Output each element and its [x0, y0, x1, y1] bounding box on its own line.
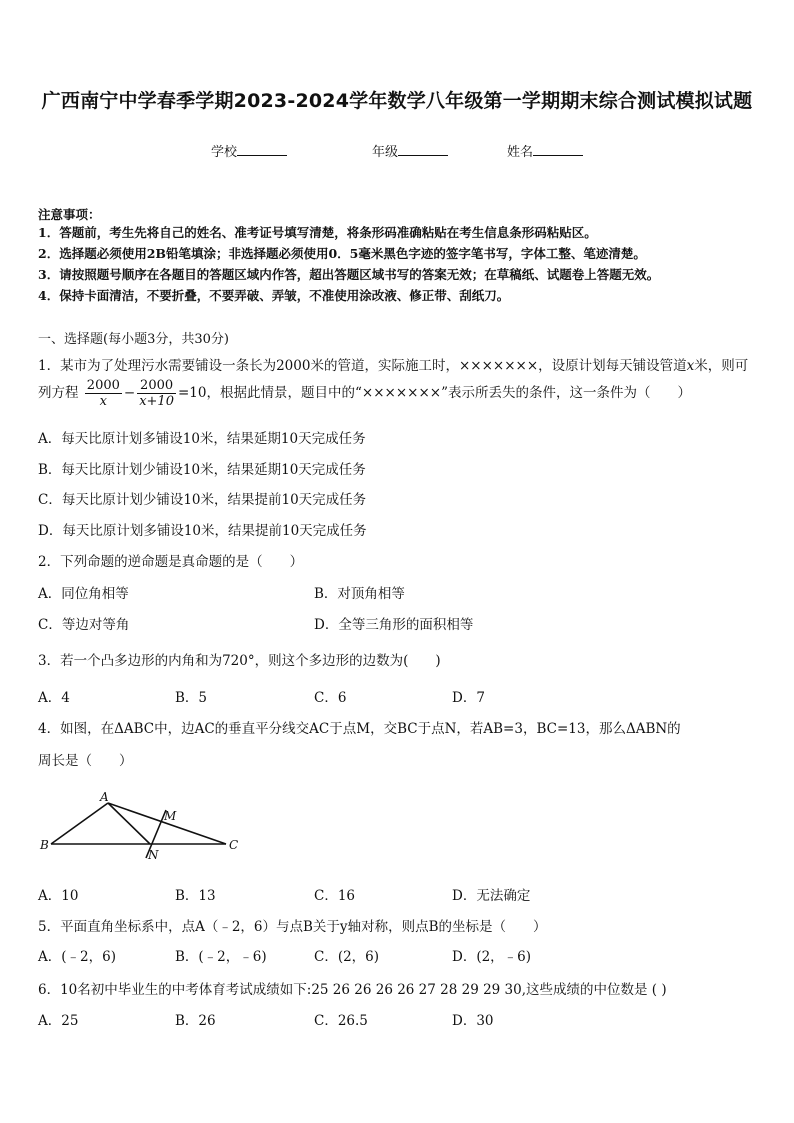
notice-item: 3．请按照题号顺序在各题目的答题区域内作答，超出答题区域书写的答案无效；在草稿纸、试题卷上答题无效。 [38, 267, 660, 282]
q1-num2: 2000 [137, 378, 176, 394]
question-4-text-2: 周长是（ ） [38, 753, 133, 769]
grade-label: 年级 [372, 145, 399, 160]
grade-blank[interactable] [398, 143, 448, 156]
school-field[interactable] [211, 141, 287, 160]
q5-option-c[interactable]: C．(2，6) [314, 949, 380, 965]
school-label: 学校 [211, 145, 238, 160]
label-b: B [40, 838, 49, 852]
school-blank[interactable] [237, 143, 287, 156]
question-6-text: 6．10名初中毕业生的中考体育考试成绩如下:25 26 26 26 26 27 28 29 29 30,这些成绩的中位数是 ( ) [38, 982, 667, 998]
page-title: 广西南宁中学春季学期2023-2024学年数学八年级第一学期期末综合测试模拟试题 [41, 90, 753, 112]
question-3-text: 3．若一个凸多边形的内角和为720°，则这个多边形的边数为( ) [38, 653, 441, 669]
label-n: N [148, 848, 159, 862]
q1-den2: x+10 [139, 394, 174, 409]
q1-num1: 2000 [86, 378, 120, 393]
q1-option-b[interactable]: B．每天比原计划少铺设10米，结果延期10天完成任务 [38, 462, 366, 478]
name-field[interactable] [507, 141, 583, 160]
q3-option-d[interactable]: D．7 [452, 690, 485, 706]
question-1-text [38, 354, 748, 374]
q1-option-a[interactable]: A．每天比原计划多铺设10米，结果延期10天完成任务 [38, 431, 366, 447]
segment-an [108, 803, 150, 844]
q1-line1: 1．某市为了处理污水需要铺设一条长为2000米的管道，实际施工时，×××××××，设原计划每天铺设管道 [38, 358, 687, 374]
triangle-figure [36, 788, 246, 864]
q1-var: x [686, 358, 695, 374]
q5-option-a[interactable]: A．(﹣2，6) [38, 949, 116, 965]
q3-option-b[interactable]: B．5 [175, 690, 208, 706]
notice-item: 1．答题前，考生先将自己的姓名、准考证号填写清楚，将条形码准确粘贴在考生信息条形码粘贴区。 [38, 225, 597, 240]
question-1-equation [38, 378, 691, 409]
label-a: A [100, 790, 109, 804]
q6-option-a[interactable]: A．25 [38, 1013, 79, 1029]
section-title: 一、选择题(每小题3分，共30分) [38, 332, 229, 347]
name-label: 姓名 [507, 145, 534, 160]
question-5-text: 5．平面直角坐标系中，点A（﹣2，6）与点B关于y轴对称，则点B的坐标是（ ） [38, 919, 547, 935]
question-2-text: 2．下列命题的逆命题是真命题的是（ ） [38, 554, 304, 570]
label-m: M [164, 809, 177, 823]
q1-prefix: 列方程 [38, 385, 79, 401]
notice-item: 2．选择题必须使用2B铅笔填涂；非选择题必须使用0．5毫米黑色字迹的签字笔书写，字体工整、笔迹清楚。 [38, 246, 646, 261]
q2-option-c[interactable]: C．等边对等角 [38, 617, 130, 633]
q5-option-b[interactable]: B．(﹣2，﹣6) [175, 949, 267, 965]
label-c: C [229, 838, 239, 852]
q4-option-c[interactable]: C．16 [314, 888, 356, 904]
q5-option-d[interactable]: D．(2，﹣6) [452, 949, 532, 965]
q1-den1: x [99, 394, 108, 409]
q3-option-a[interactable]: A．4 [38, 690, 70, 706]
q1-suffix: ，根据此情景，题目中的“×××××××”表示所丢失的条件，这一条件为（ ） [206, 385, 691, 401]
q6-option-d[interactable]: D．30 [452, 1013, 494, 1029]
q2-option-b[interactable]: B．对顶角相等 [314, 586, 405, 602]
q1-eq: =10 [177, 385, 207, 401]
question-4-text: 4．如图，在ΔABC中，边AC的垂直平分线交AC于点M，交BC于点N，若AB=3，BC=13，那么ΔABN的 [38, 721, 681, 737]
q1-option-d[interactable]: D．每天比原计划多铺设10米，结果提前10天完成任务 [38, 523, 367, 539]
notice-heading: 注意事项： [38, 207, 101, 222]
q2-option-a[interactable]: A．同位角相等 [38, 586, 129, 602]
q1-minus: − [123, 385, 136, 401]
q6-option-b[interactable]: B．26 [175, 1013, 216, 1029]
q1-option-c[interactable]: C．每天比原计划少铺设10米，结果提前10天完成任务 [38, 492, 367, 508]
q4-option-d[interactable]: D．无法确定 [452, 888, 531, 904]
q4-option-a[interactable]: A．10 [38, 888, 79, 904]
q3-option-c[interactable]: C．6 [314, 690, 347, 706]
q6-option-c[interactable]: C．26.5 [314, 1013, 368, 1029]
q2-option-d[interactable]: D．全等三角形的面积相等 [314, 617, 474, 633]
name-blank[interactable] [533, 143, 583, 156]
segment-ab [51, 803, 108, 844]
q1-fraction-2 [137, 378, 176, 409]
q1-line1-end: 米，则可 [694, 358, 749, 374]
q4-option-b[interactable]: B．13 [175, 888, 216, 904]
notice-item: 4．保持卡面清洁，不要折叠，不要弄破、弄皱，不准使用涂改液、修正带、刮纸刀。 [38, 288, 510, 303]
grade-field[interactable] [372, 141, 448, 160]
q1-fraction-1 [85, 378, 122, 409]
